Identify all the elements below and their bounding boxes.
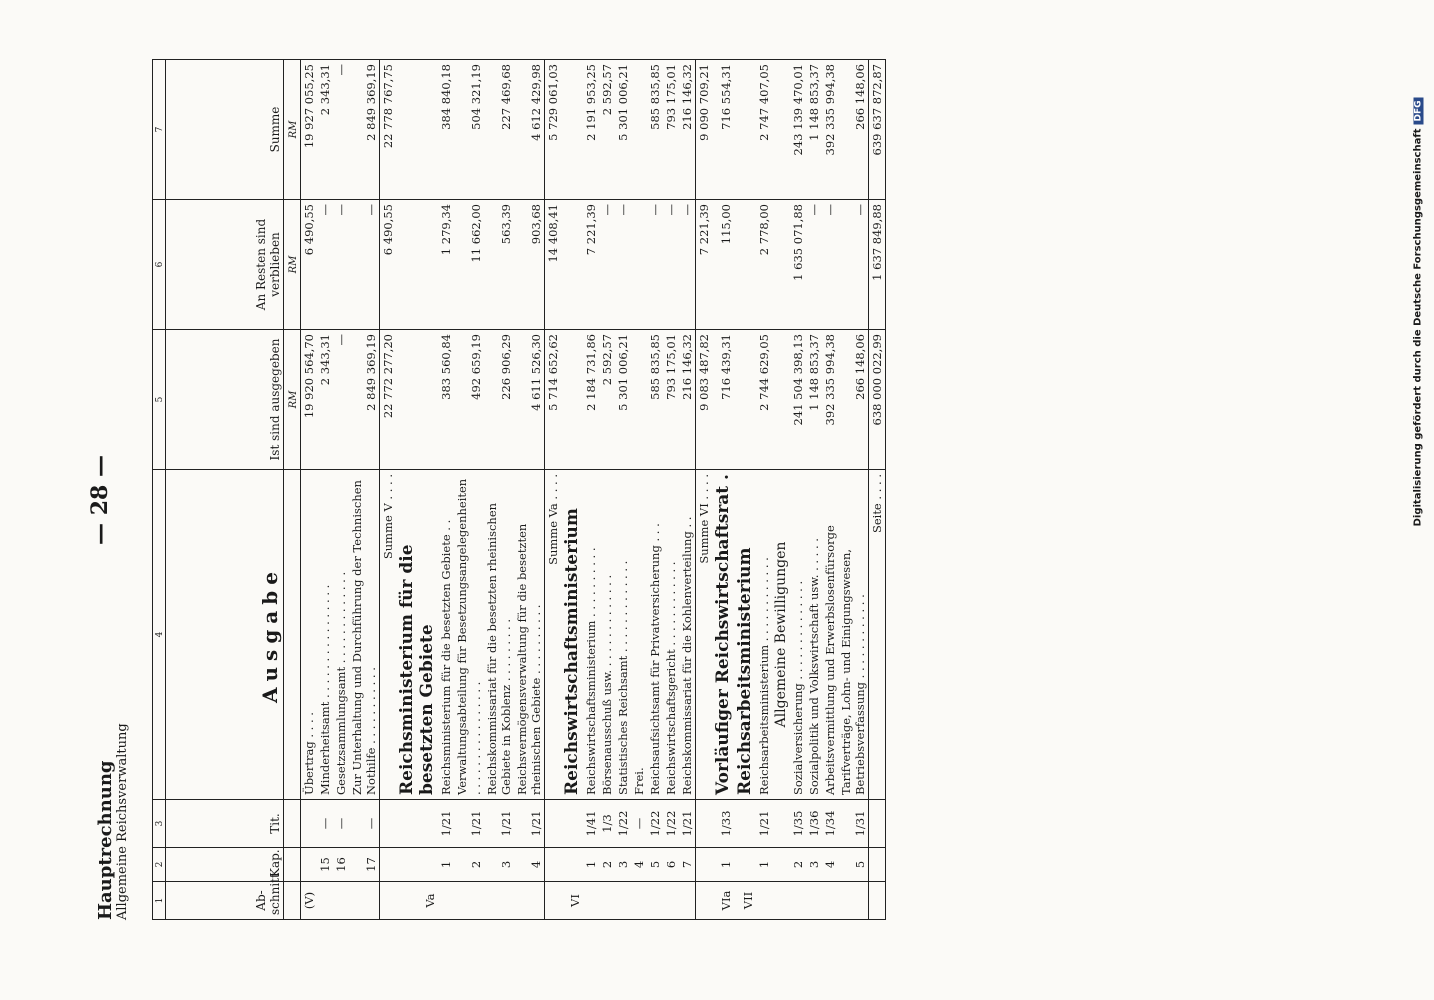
cell-tit: 1/3 — [599, 800, 615, 848]
cell-reste: — — [663, 200, 679, 330]
cell-reste — [561, 200, 583, 330]
cell-description: Vorläufiger Reichswirtschaftsrat . — [712, 470, 734, 800]
column-header-row — [166, 60, 284, 920]
cell-reste — [734, 200, 756, 330]
cell-description: Reichsarbeitsministerium . . . . . . . . . . . . — [756, 470, 772, 800]
table-row — [514, 60, 545, 920]
cell-summe: 9 090 709,21 — [696, 60, 713, 200]
table-row — [380, 60, 397, 920]
table-row — [349, 60, 380, 920]
cell-description: Arbeitsvermittlung und Erwerbslosenfürsorge — [822, 470, 838, 800]
cell-abschnitt — [615, 882, 631, 920]
dfg-credit-text: Digitalisierung gefördert durch die Deutsche Forschungsgemeinschaft — [1412, 128, 1424, 527]
table-row — [696, 60, 713, 920]
cell-description: Börsenausschuß usw. . . . . . . . . . . . . . — [599, 470, 615, 800]
cell-summe — [734, 60, 756, 200]
cell-kap: 1 — [712, 848, 734, 882]
document-subtitle: Allgemeine Reichsverwaltung — [115, 723, 130, 920]
header-summe: Summe — [166, 60, 284, 200]
cell-tit: 1/36 — [806, 800, 822, 848]
cell-abschnitt — [599, 882, 615, 920]
header-ist: Ist sind ausgegeben — [166, 330, 284, 470]
cell-reste: 1 635 071,88 — [790, 200, 806, 330]
table-row — [599, 60, 615, 920]
cell-tit: 1/33 — [712, 800, 734, 848]
cell-description: Seite . . . . — [869, 470, 886, 800]
cell-abschnitt — [838, 882, 869, 920]
cell-reste: 1 279,34 — [438, 200, 454, 330]
table-row — [545, 60, 562, 920]
cell-tit: 1/35 — [790, 800, 806, 848]
cell-ist — [396, 330, 438, 470]
cell-summe: 19 927 055,25 — [301, 60, 318, 200]
cell-description: Reichswirtschaftsministerium — [561, 470, 583, 800]
cell-ist: — — [333, 330, 349, 470]
cell-kap — [380, 848, 397, 882]
cell-abschnitt — [545, 882, 562, 920]
cell-description: Reichsministerium für die besetzten Gebiete . . — [438, 470, 454, 800]
cell-abschnitt — [484, 882, 514, 920]
cell-reste: 7 221,39 — [696, 200, 713, 330]
cell-tit — [380, 800, 397, 848]
cell-ist: 216 146,32 — [679, 330, 696, 470]
cell-ist: 9 083 487,82 — [696, 330, 713, 470]
cell-summe: 504 321,19 — [454, 60, 484, 200]
cell-reste: 563,39 — [484, 200, 514, 330]
cell-reste: 2 778,00 — [756, 200, 772, 330]
cell-ist: 19 920 564,70 — [301, 330, 318, 470]
header-reste: An Resten sind verblieben — [166, 200, 284, 330]
cell-summe: 716 554,31 — [712, 60, 734, 200]
cell-summe: 2 343,31 — [317, 60, 333, 200]
table-row — [869, 60, 886, 920]
cell-reste — [396, 200, 438, 330]
cell-description: Tarifverträge, Lohn- und Einigungswesen, Betriebsverfassung . . . . . . . . . . . . — [838, 470, 869, 800]
cell-summe: — — [333, 60, 349, 200]
cell-summe: 384 840,18 — [438, 60, 454, 200]
cell-ist — [631, 330, 647, 470]
cell-ist: 1 148 853,37 — [806, 330, 822, 470]
cell-ist: 793 175,01 — [663, 330, 679, 470]
colnum-6: 6 — [153, 200, 166, 330]
cell-description: Sozialpolitik und Volkswirtschaft usw. . . . . . — [806, 470, 822, 800]
cell-kap: 5 — [838, 848, 869, 882]
cell-abschnitt: VIa — [712, 882, 734, 920]
cell-summe: 5 301 006,21 — [615, 60, 631, 200]
cell-tit — [696, 800, 713, 848]
cell-kap: 6 — [663, 848, 679, 882]
cell-description: Allgemeine Bewilligungen — [772, 470, 790, 800]
table-row — [838, 60, 869, 920]
cell-abschnitt: VI — [561, 882, 583, 920]
cell-abschnitt — [772, 882, 790, 920]
cell-reste: — — [349, 200, 380, 330]
cell-description: Summe V . . . . — [380, 470, 397, 800]
cell-reste: 115,00 — [712, 200, 734, 330]
cell-kap: 1 — [756, 848, 772, 882]
cell-ist — [734, 330, 756, 470]
table-body — [301, 60, 886, 920]
cell-abschnitt — [663, 882, 679, 920]
table-row — [712, 60, 734, 920]
cell-abschnitt: VII — [734, 882, 756, 920]
document-title: Hauptrechnung — [95, 760, 116, 920]
cell-ist: 2 849 369,19 — [349, 330, 380, 470]
cell-tit: 1/31 — [838, 800, 869, 848]
cell-reste: — — [679, 200, 696, 330]
table-row — [484, 60, 514, 920]
cell-summe: 243 139 470,01 — [790, 60, 806, 200]
cell-reste: 903,68 — [514, 200, 545, 330]
table-row — [317, 60, 333, 920]
cell-description: Verwaltungsabteilung für Besetzungsangelegenheiten . . . . . . . . . . . . . . . . — [454, 470, 484, 800]
cell-summe: 585 835,85 — [647, 60, 663, 200]
cell-abschnitt: (V) — [301, 882, 318, 920]
cell-abschnitt — [756, 882, 772, 920]
cell-kap: 1 — [583, 848, 599, 882]
table-row — [301, 60, 318, 920]
cell-kap — [772, 848, 790, 882]
cell-kap: 4 — [822, 848, 838, 882]
ausgabe-title: Ausgabe — [258, 566, 282, 703]
unit-row — [284, 60, 301, 920]
cell-tit: — — [349, 800, 380, 848]
colnum-4: 4 — [153, 470, 166, 800]
cell-description: Summe VI . . . . — [696, 470, 713, 800]
cell-ist: 716 439,31 — [712, 330, 734, 470]
cell-ist: 2 592,57 — [599, 330, 615, 470]
cell-summe: 216 146,32 — [679, 60, 696, 200]
cell-reste — [631, 200, 647, 330]
cell-ist: 383 560,84 — [438, 330, 454, 470]
cell-ist: 2 343,31 — [317, 330, 333, 470]
table-row — [631, 60, 647, 920]
cell-summe — [396, 60, 438, 200]
cell-description: Sozialversicherung . . . . . . . . . . . . . . — [790, 470, 806, 800]
cell-ist — [561, 330, 583, 470]
cell-tit — [545, 800, 562, 848]
dfg-credit — [1413, 98, 1424, 898]
cell-description: Reichskommissariat für die besetzten rheinischen Gebiete in Koblenz . . . . . . . . . — [484, 470, 514, 800]
cell-reste: 1 637 849,88 — [869, 200, 886, 330]
cell-abschnitt — [333, 882, 349, 920]
cell-description: Reichsarbeitsministerium — [734, 470, 756, 800]
cell-summe: 2 191 953,25 — [583, 60, 599, 200]
cell-ist: 226 906,29 — [484, 330, 514, 470]
cell-tit: 1/21 — [454, 800, 484, 848]
cell-ist — [772, 330, 790, 470]
cell-reste: 7 221,39 — [583, 200, 599, 330]
cell-kap: 3 — [806, 848, 822, 882]
cell-summe: 227 469,68 — [484, 60, 514, 200]
cell-kap: 3 — [615, 848, 631, 882]
cell-tit: 1/22 — [615, 800, 631, 848]
cell-ist: 22 772 277,20 — [380, 330, 397, 470]
table-row — [806, 60, 822, 920]
cell-description: Statistisches Reichsamt . . . . . . . . . . . . . — [615, 470, 631, 800]
cell-description: Zur Unterhaltung und Durchführung der Technischen Nothilfe . . . . . . . . . . . — [349, 470, 380, 800]
cell-summe: 2 849 369,19 — [349, 60, 380, 200]
cell-tit: 1/21 — [514, 800, 545, 848]
cell-reste: 6 490,55 — [301, 200, 318, 330]
cell-reste: — — [333, 200, 349, 330]
cell-kap: 17 — [349, 848, 380, 882]
cell-reste: — — [806, 200, 822, 330]
table-row — [790, 60, 806, 920]
dfg-logo: DFG — [1414, 98, 1424, 125]
cell-description: Gesetzsammlungsamt . . . . . . . . . . . . . — [333, 470, 349, 800]
cell-reste: — — [822, 200, 838, 330]
cell-kap: 7 — [679, 848, 696, 882]
cell-abschnitt — [679, 882, 696, 920]
cell-tit — [561, 800, 583, 848]
cell-reste: — — [647, 200, 663, 330]
cell-abschnitt — [454, 882, 484, 920]
cell-reste: — — [317, 200, 333, 330]
cell-tit: 1/21 — [484, 800, 514, 848]
unit-summe: RM — [284, 60, 301, 200]
cell-kap: 15 — [317, 848, 333, 882]
cell-description: Reichswirtschaftsministerium . . . . . . . . . . — [583, 470, 599, 800]
header-abschnitt: Ab-schnitt — [166, 882, 284, 920]
cell-kap: 1 — [438, 848, 454, 882]
cell-tit: — — [631, 800, 647, 848]
cell-tit: 1/34 — [822, 800, 838, 848]
table-row — [615, 60, 631, 920]
colnum-1: 1 — [153, 882, 166, 920]
colnum-2: 2 — [153, 848, 166, 882]
cell-reste: — — [599, 200, 615, 330]
header-ausgabe — [166, 470, 284, 800]
cell-kap: 2 — [599, 848, 615, 882]
table-row — [454, 60, 484, 920]
cell-abschnitt — [790, 882, 806, 920]
cell-kap: 4 — [631, 848, 647, 882]
table-row — [772, 60, 790, 920]
cell-tit: 1/22 — [663, 800, 679, 848]
cell-ist: 4 611 526,30 — [514, 330, 545, 470]
cell-ist: 266 148,06 — [838, 330, 869, 470]
cell-tit: 1/22 — [647, 800, 663, 848]
cell-summe: 2 592,57 — [599, 60, 615, 200]
unit-ist: RM — [284, 330, 301, 470]
header-tit: Tit. — [166, 800, 284, 848]
cell-abschnitt: Va — [396, 882, 438, 920]
cell-ist: 2 744 629,05 — [756, 330, 772, 470]
cell-summe: 639 637 872,87 — [869, 60, 886, 200]
table-row — [561, 60, 583, 920]
table-row — [679, 60, 696, 920]
table-row — [333, 60, 349, 920]
cell-reste — [772, 200, 790, 330]
cell-description: Reichsministerium für die besetzten Gebiete — [396, 470, 438, 800]
table-row — [647, 60, 663, 920]
cell-description: Übertrag . . . . — [301, 470, 318, 800]
cell-kap: 2 — [790, 848, 806, 882]
cell-kap — [869, 848, 886, 882]
cell-kap — [396, 848, 438, 882]
cell-abschnitt — [583, 882, 599, 920]
cell-description: Reichsvermögensverwaltung für die besetzten rheinischen Gebiete . . . . . . . . . . — [514, 470, 545, 800]
cell-tit: 1/21 — [756, 800, 772, 848]
cell-description: Summe Va . . . . — [545, 470, 562, 800]
cell-tit: 1/21 — [438, 800, 454, 848]
cell-ist: 5 301 006,21 — [615, 330, 631, 470]
cell-summe: 392 335 994,38 — [822, 60, 838, 200]
cell-tit — [869, 800, 886, 848]
cell-kap: 3 — [484, 848, 514, 882]
cell-tit — [396, 800, 438, 848]
cell-abschnitt — [869, 882, 886, 920]
colnum-7: 7 — [153, 60, 166, 200]
cell-ist: 585 835,85 — [647, 330, 663, 470]
table-row — [438, 60, 454, 920]
cell-abschnitt — [317, 882, 333, 920]
cell-reste: — — [838, 200, 869, 330]
cell-ist: 492 659,19 — [454, 330, 484, 470]
cell-summe: 22 778 767,75 — [380, 60, 397, 200]
cell-tit: — — [317, 800, 333, 848]
cell-ist: 2 184 731,86 — [583, 330, 599, 470]
cell-kap: 4 — [514, 848, 545, 882]
cell-ist: 5 714 652,62 — [545, 330, 562, 470]
column-number-row — [153, 60, 166, 920]
cell-kap: 2 — [454, 848, 484, 882]
cell-summe — [631, 60, 647, 200]
cell-description: Minderheitsamt . . . . . . . . . . . . . . . . — [317, 470, 333, 800]
cell-kap — [734, 848, 756, 882]
cell-tit — [734, 800, 756, 848]
header-kap: Kap. — [166, 848, 284, 882]
cell-abschnitt — [631, 882, 647, 920]
cell-summe: 793 175,01 — [663, 60, 679, 200]
cell-ist: 392 335 994,38 — [822, 330, 838, 470]
colnum-5: 5 — [153, 330, 166, 470]
cell-description: Reichskommissariat für die Kohlenverteilung . . — [679, 470, 696, 800]
unit-reste: RM — [284, 200, 301, 330]
colnum-3: 3 — [153, 800, 166, 848]
cell-abschnitt — [647, 882, 663, 920]
table-row — [396, 60, 438, 920]
cell-tit: 1/41 — [583, 800, 599, 848]
account-table — [152, 59, 886, 920]
cell-kap — [696, 848, 713, 882]
cell-summe: 4 612 429,98 — [514, 60, 545, 200]
cell-description: Reichsaufsichtsamt für Privatversicherung . . . — [647, 470, 663, 800]
table-row — [756, 60, 772, 920]
cell-summe — [772, 60, 790, 200]
cell-tit: — — [333, 800, 349, 848]
cell-abschnitt — [380, 882, 397, 920]
cell-abschnitt — [514, 882, 545, 920]
cell-abschnitt — [806, 882, 822, 920]
cell-description: Reichswirtschaftsgericht . . . . . . . . . . . . — [663, 470, 679, 800]
cell-reste: 14 408,41 — [545, 200, 562, 330]
table-row — [822, 60, 838, 920]
cell-description: Frei. — [631, 470, 647, 800]
rotated-page-content — [57, 40, 1377, 960]
page-number: — 28 — — [87, 455, 113, 545]
cell-summe: 5 729 061,03 — [545, 60, 562, 200]
cell-summe — [561, 60, 583, 200]
cell-summe: 2 747 407,05 — [756, 60, 772, 200]
cell-summe: 1 148 853,37 — [806, 60, 822, 200]
cell-summe: 266 148,06 — [838, 60, 869, 200]
cell-tit: 1/21 — [679, 800, 696, 848]
cell-abschnitt — [349, 882, 380, 920]
cell-kap — [301, 848, 318, 882]
cell-kap: 5 — [647, 848, 663, 882]
cell-kap — [545, 848, 562, 882]
cell-reste: — — [615, 200, 631, 330]
cell-abschnitt — [696, 882, 713, 920]
cell-ist: 241 504 398,13 — [790, 330, 806, 470]
cell-ist: 638 000 022,99 — [869, 330, 886, 470]
table-row — [663, 60, 679, 920]
cell-abschnitt — [438, 882, 454, 920]
table-row — [583, 60, 599, 920]
cell-abschnitt — [822, 882, 838, 920]
cell-kap: 16 — [333, 848, 349, 882]
cell-kap — [561, 848, 583, 882]
cell-tit — [301, 800, 318, 848]
table-row — [734, 60, 756, 920]
cell-reste: 6 490,55 — [380, 200, 397, 330]
cell-tit — [772, 800, 790, 848]
cell-reste: 11 662,00 — [454, 200, 484, 330]
